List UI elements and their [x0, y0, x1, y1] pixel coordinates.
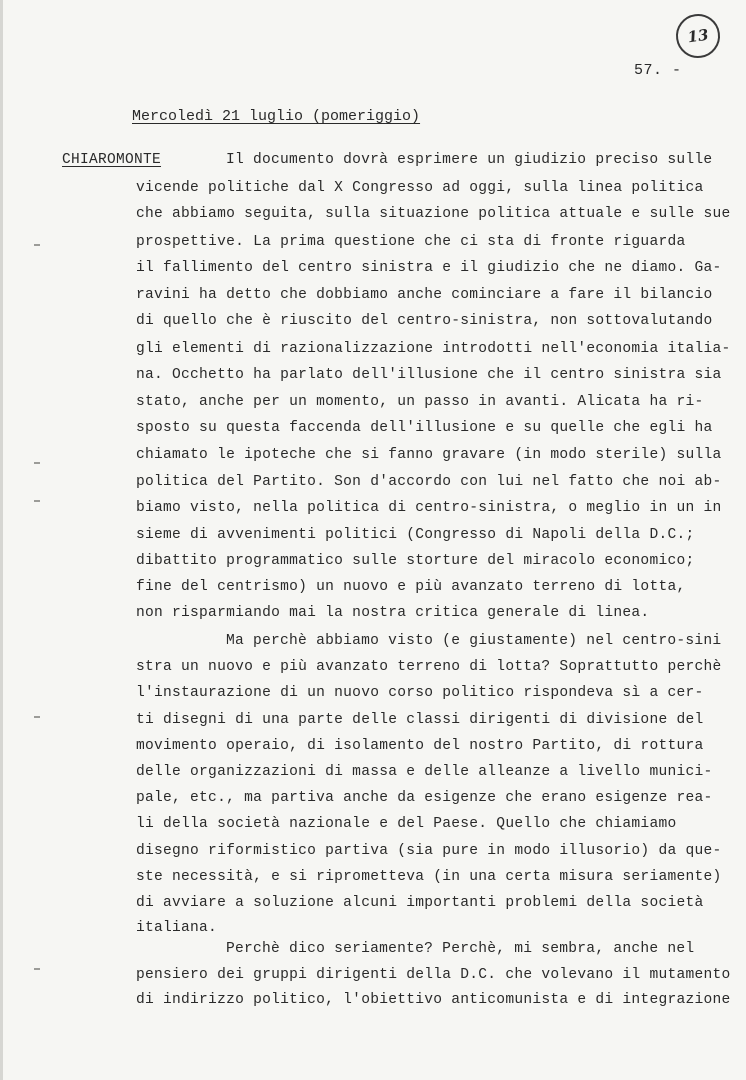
margin-mark	[34, 244, 40, 246]
archive-stamp-icon	[673, 11, 723, 61]
text-line: delle organizzazioni di massa e delle alleanze a livello munici-	[136, 764, 713, 780]
text-line: di quello che è riuscito del centro-sinistra, non sottovalutando	[136, 313, 713, 329]
page-number: 57. -	[634, 62, 682, 79]
text-line: l'instaurazione di un nuovo corso politico rispondeva sì a cer-	[136, 685, 704, 701]
text-line: stato, anche per un momento, un passo in avanti. Alicata ha ri-	[136, 394, 704, 410]
text-line: chiamato le ipoteche che si fanno gravare (in modo sterile) sulla	[136, 447, 722, 463]
date-heading: Mercoledì 21 luglio (pomeriggio)	[132, 108, 421, 125]
text-line: italiana.	[136, 920, 218, 936]
text-line: di indirizzo politico, l'obiettivo anticomunista e di integrazione	[136, 992, 731, 1008]
text-line: sposto su questa faccenda dell'illusione e su quelle che egli ha	[136, 420, 713, 436]
speaker-name: CHIAROMONTE	[62, 152, 162, 168]
text-line: stra un nuovo e più avanzato terreno di lotta? Soprattutto perchè	[136, 659, 722, 675]
text-line: non risparmiando mai la nostra critica generale di linea.	[136, 605, 650, 621]
text-line: gli elementi di razionalizzazione introdotti nell'economia italia-	[136, 341, 731, 357]
text-line: il fallimento del centro sinistra e il giudizio che ne diamo. Ga-	[136, 260, 722, 276]
text-line: prospettive. La prima questione che ci sta di fronte riguarda	[136, 234, 686, 250]
text-line: sieme di avvenimenti politici (Congresso di Napoli della D.C.;	[136, 527, 695, 543]
page-edge-shadow	[0, 0, 3, 1080]
text-line: Ma perchè abbiamo visto (e giustamente) nel centro-sini	[226, 633, 722, 649]
text-line: pale, etc., ma partiva anche da esigenze che erano esigenze rea-	[136, 790, 713, 806]
margin-mark	[34, 500, 40, 502]
text-line: dibattito programmatico sulle storture del miracolo economico;	[136, 553, 695, 569]
text-line: politica del Partito. Son d'accordo con lui nel fatto che noi ab-	[136, 474, 722, 490]
text-line: ti disegni di una parte delle classi dirigenti di divisione del	[136, 712, 704, 728]
text-line: li della società nazionale e del Paese. Quello che chiamiamo	[136, 816, 677, 832]
text-line: fine del centrismo) un nuovo e più avanzato terreno di lotta,	[136, 579, 686, 595]
text-line: ste necessità, e si riprometteva (in una certa misura seriamente)	[136, 869, 722, 885]
text-line: che abbiamo seguita, sulla situazione politica attuale e sulle sue	[136, 206, 731, 222]
text-line: Perchè dico seriamente? Perchè, mi sembra, anche nel	[226, 941, 695, 957]
text-line: di avviare a soluzione alcuni importanti problemi della società	[136, 895, 704, 911]
text-line: ravini ha detto che dobbiamo anche cominciare a fare il bilancio	[136, 287, 713, 303]
text-line: Il documento dovrà esprimere un giudizio preciso sulle	[226, 152, 713, 168]
text-line: movimento operaio, di isolamento del nostro Partito, di rottura	[136, 738, 704, 754]
margin-mark	[34, 968, 40, 970]
text-line: biamo visto, nella politica di centro-sinistra, o meglio in un in	[136, 500, 722, 516]
margin-mark	[34, 462, 40, 464]
text-line: vicende politiche dal X Congresso ad oggi, sulla linea politica	[136, 180, 704, 196]
text-line: na. Occhetto ha parlato dell'illusione che il centro sinistra sia	[136, 367, 722, 383]
margin-mark	[34, 716, 40, 718]
text-line: pensiero dei gruppi dirigenti della D.C. che volevano il mutamento	[136, 967, 731, 983]
text-line: disegno riformistico partiva (sia pure in modo illusorio) da que-	[136, 843, 722, 859]
stamp-number: 13	[686, 25, 710, 47]
